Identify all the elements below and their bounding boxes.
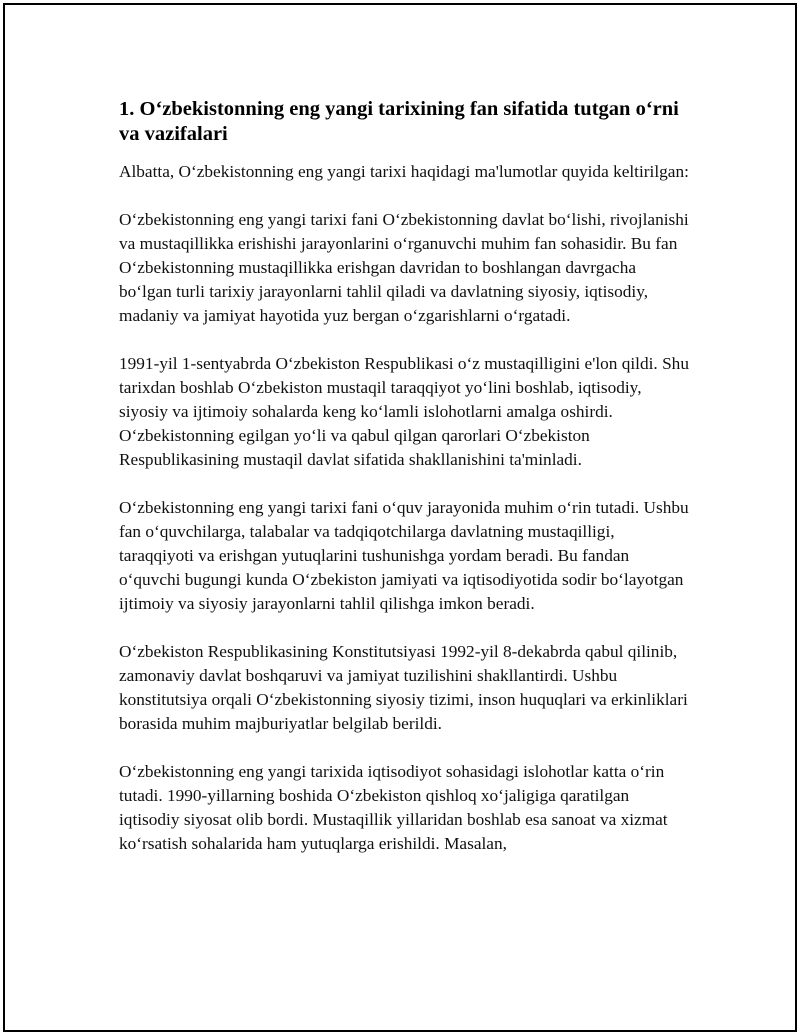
paragraph-economy: O‘zbekistonning eng yangi tarixida iqtisodiyot sohasidagi islohotlar katta o‘rin tutadi. 1990-yillarning boshida O‘zbekiston qishloq xo‘jaligiga qaratilgan iqtisodiy siyosat olib bordi. Mustaqillik yillaridan boshlab esa sanoat va xizmat ko‘rsatish sohalarida ham yutuqlarga erishildi. Masalan, — [119, 762, 668, 853]
document-page — [3, 3, 797, 1032]
paragraph-intro: Albatta, O‘zbekistonning eng yangi tarixi haqidagi ma'lumotlar quyida keltirilgan: — [119, 162, 689, 181]
paragraph-education-role: O‘zbekistonning eng yangi tarixi fani o‘quv jarayonida muhim o‘rin tutadi. Ushbu fan o‘quvchilarga, talabalar va tadqiqotchilarga davlatning mustaqilligi, taraqqiyoti va erishgan yutuqlarini tushunishga yordam beradi. Bu fandan o‘quvchi bugungi kunda O‘zbekiston jamiyati va iqtisodiyotida sodir bo‘layotgan ijtimoiy va siyosiy jarayonlarni tahlil qilishga imkon beradi. — [119, 498, 689, 613]
paragraph-independence: 1991-yil 1-sentyabrda O‘zbekiston Respublikasi o‘z mustaqilligini e'lon qildi. Shu tarixdan boshlab O‘zbekiston mustaqil taraqqiyot yo‘lini boshlab, iqtisodiy, siyosiy va ijtimoiy sohalarda keng ko‘lamli islohotlarni amalga oshirdi. O‘zbekistonning egilgan yo‘li va qabul qilgan qarorlari O‘zbekiston Respublikasining mustaqil davlat sifatida shakllanishini ta'minladi. — [119, 354, 689, 469]
document-body — [119, 97, 689, 880]
section-title: 1. O‘zbekistonning eng yangi tarixining fan sifatida tutgan o‘rni va vazifalari — [119, 98, 679, 145]
paragraph-constitution: O‘zbekiston Respublikasining Konstitutsiyasi 1992-yil 8-dekabrda qabul qilinib, zamonaviy davlat boshqaruvi va jamiyat tuzilishini shakllantirdi. Ushbu konstitutsiya orqali O‘zbekistonning siyosiy tizimi, inson huquqlari va erkinliklari borasida muhim majburiyatlar belgilab berildi. — [119, 642, 688, 733]
paragraph-subject-overview: O‘zbekistonning eng yangi tarixi fani O‘zbekistonning davlat bo‘lishi, rivojlanishi va mustaqillikka erishishi jarayonlarini o‘rganuvchi muhim fan sohasidir. Bu fan O‘zbekistonning mustaqillikka erishgan davridan to boshlangan davrgacha bo‘lgan turli tarixiy jarayonlarni tahlil qiladi va davlatning siyosiy, iqtisodiy, madaniy va jamiyat hayotida yuz bergan o‘zgarishlarni o‘rgatadi. — [119, 210, 689, 325]
